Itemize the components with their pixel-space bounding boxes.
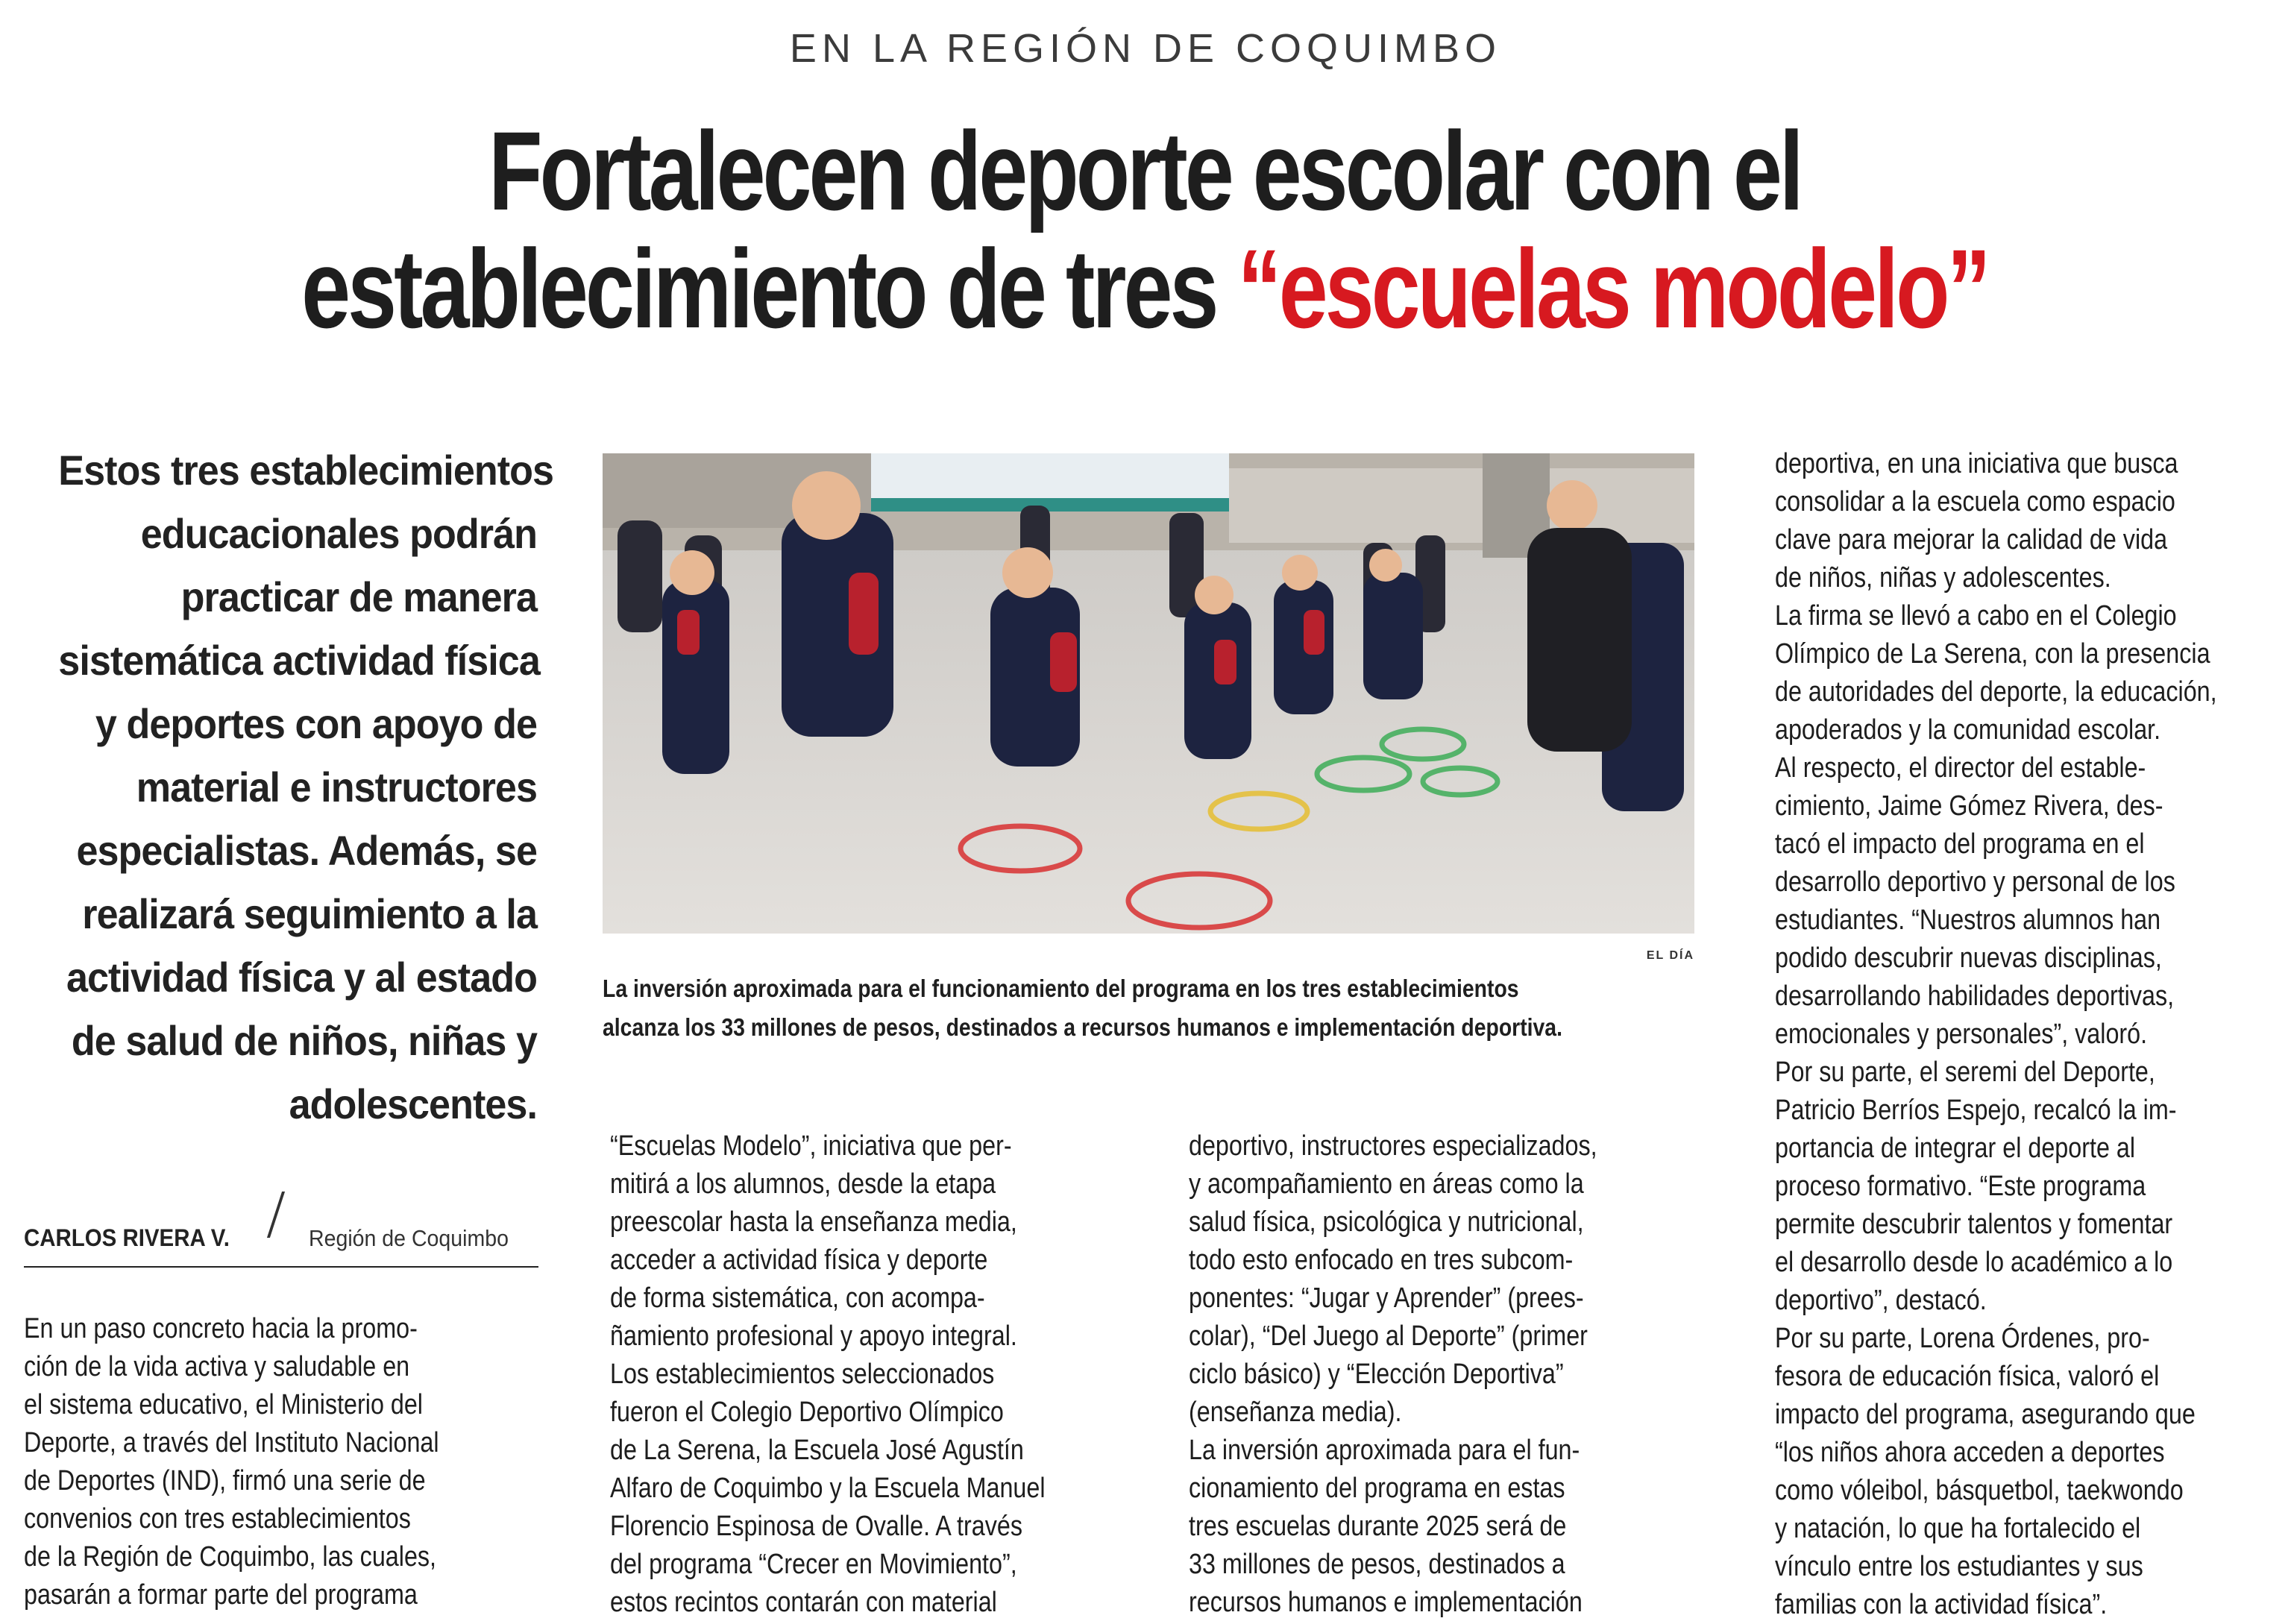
body-text-line: fesora de educación física, valoró el bbox=[1775, 1361, 2160, 1392]
caption-line: La inversión aproximada para el funcionamiento del programa en los tres establecimientos bbox=[603, 975, 1519, 1002]
body-text-line: deportivo”, destacó. bbox=[1775, 1285, 1987, 1316]
body-text-line: recursos humanos e implementación bbox=[1189, 1587, 1583, 1618]
lead-paragraph bbox=[22, 438, 554, 1136]
headline-line-2-start: establecimiento de tres bbox=[301, 226, 1238, 351]
body-text-line: de autoridades del deporte, la educación, bbox=[1775, 676, 2217, 708]
body-text-line: vínculo entre los estudiantes y sus bbox=[1775, 1551, 2143, 1582]
lead-line: actividad física y al estado bbox=[66, 954, 537, 1001]
headline-line-2 bbox=[264, 226, 2026, 351]
lead-line: educacionales podrán bbox=[140, 510, 537, 557]
lead-line: realizará seguimiento a la bbox=[82, 890, 537, 937]
body-text-line: de La Serena, la Escuela José Agustín bbox=[610, 1435, 1024, 1466]
body-text-line: consolidar a la escuela como espacio bbox=[1775, 486, 2175, 517]
body-text-line: Los establecimientos seleccionados bbox=[610, 1359, 995, 1390]
body-text-line: estos recintos contarán con material bbox=[610, 1587, 997, 1618]
body-text-line: ciclo básico) y “Elección Deportiva” bbox=[1189, 1359, 1564, 1390]
lead-line: Estos tres establecimientos bbox=[58, 447, 554, 494]
body-column-3 bbox=[1189, 1127, 1703, 1622]
body-text-line: salud física, psicológica y nutricional, bbox=[1189, 1206, 1584, 1238]
headline-highlight: “escuelas modelo” bbox=[1237, 226, 1988, 351]
body-text-line: Alfaro de Coquimbo y la Escuela Manuel bbox=[610, 1473, 1046, 1504]
photo-caption bbox=[603, 969, 1694, 1047]
body-text-line: Al respecto, el director del estable- bbox=[1775, 752, 2146, 784]
body-text-line: cimiento, Jaime Gómez Rivera, des- bbox=[1775, 790, 2163, 822]
photo-credit: EL DÍA bbox=[1646, 949, 1694, 962]
body-text-line: emocionales y personales”, valoró. bbox=[1775, 1019, 2148, 1050]
body-text-line: portancia de integrar el deporte al bbox=[1775, 1133, 2136, 1164]
body-text-line: impacto del programa, asegurando que bbox=[1775, 1399, 2196, 1430]
body-text-line: deportivo, instructores especializados, bbox=[1189, 1130, 1597, 1162]
byline-rule bbox=[24, 1266, 538, 1268]
body-text-line: familias con la actividad física”. bbox=[1775, 1589, 2108, 1620]
body-text-line: de Deportes (IND), firmó una serie de bbox=[24, 1465, 426, 1496]
body-text-line: ción de la vida activa y saludable en bbox=[24, 1351, 410, 1382]
body-text-line: tacó el impacto del programa en el bbox=[1775, 828, 2145, 860]
article-photo bbox=[603, 453, 1694, 934]
section-kicker: EN LA REGIÓN DE COQUIMBO bbox=[789, 26, 1502, 71]
body-text-line: como vóleibol, básquetbol, taekwondo bbox=[1775, 1475, 2184, 1506]
body-text-line: 33 millones de pesos, destinados a bbox=[1189, 1549, 1565, 1580]
body-text-line: Olímpico de La Serena, con la presencia bbox=[1775, 638, 2210, 670]
body-text-line: deportiva, en una iniciativa que busca bbox=[1775, 448, 2178, 479]
lead-line: de salud de niños, niñas y bbox=[71, 1017, 537, 1064]
body-text-line: todo esto enfocado en tres subcom- bbox=[1189, 1244, 1574, 1276]
body-text-line: Florencio Espinosa de Ovalle. A través bbox=[610, 1511, 1022, 1542]
body-text-line: ñamiento profesional y apoyo integral. bbox=[610, 1321, 1017, 1352]
body-text-line: podido descubrir nuevas disciplinas, bbox=[1775, 942, 2162, 974]
body-text-line: Patricio Berríos Espejo, recalcó la im- bbox=[1775, 1095, 2177, 1126]
caption-line: alcanza los 33 millones de pesos, destinados a recursos humanos e implementación deportiva. bbox=[603, 1013, 1562, 1041]
body-text-line: de forma sistemática, con acompa- bbox=[610, 1282, 985, 1314]
body-text-line: cionamiento del programa en estas bbox=[1189, 1473, 1565, 1504]
photo-schoolchildren-hula-hoops bbox=[603, 453, 1694, 934]
body-column-1 bbox=[24, 1310, 541, 1614]
body-text-line: “los niños ahora acceden a deportes bbox=[1775, 1437, 2165, 1468]
body-text-line: desarrollando habilidades deportivas, bbox=[1775, 981, 2175, 1012]
body-text-line: fueron el Colegio Deportivo Olímpico bbox=[610, 1397, 1004, 1428]
body-text-line: (enseñanza media). bbox=[1189, 1397, 1402, 1428]
lead-line: material e instructores bbox=[136, 764, 537, 811]
byline-divider bbox=[267, 1192, 285, 1238]
body-text-line: desarrollo deportivo y personal de los bbox=[1775, 866, 2175, 898]
lead-line: adolescentes. bbox=[289, 1080, 537, 1127]
lead-line: practicar de manera bbox=[180, 573, 537, 620]
body-text-line: mitirá a los alumnos, desde la etapa bbox=[610, 1168, 996, 1200]
headline bbox=[264, 108, 2026, 351]
body-text-line: y acompañamiento en áreas como la bbox=[1189, 1168, 1584, 1200]
body-text-line: apoderados y la comunidad escolar. bbox=[1775, 714, 2161, 746]
body-text-line: convenios con tres establecimientos bbox=[24, 1503, 411, 1535]
body-text-line: colar), “Del Juego al Deporte” (primer bbox=[1189, 1321, 1588, 1352]
body-text-line: La inversión aproximada para el fun- bbox=[1189, 1435, 1580, 1466]
body-text-line: permite descubrir talentos y fomentar bbox=[1775, 1209, 2173, 1240]
body-text-line: el sistema educativo, el Ministerio del bbox=[24, 1389, 423, 1420]
body-text-line: acceder a actividad física y deporte bbox=[610, 1244, 988, 1276]
lead-line: y deportes con apoyo de bbox=[95, 700, 537, 747]
body-text-line: el desarrollo desde lo académico a lo bbox=[1775, 1247, 2173, 1278]
body-text-line: “Escuelas Modelo”, iniciativa que per- bbox=[610, 1130, 1012, 1162]
body-text-line: de niños, niñas y adolescentes. bbox=[1775, 562, 2111, 594]
body-text-line: preescolar hasta la enseñanza media, bbox=[610, 1206, 1017, 1238]
byline-location: Región de Coquimbo bbox=[309, 1225, 509, 1251]
body-column-2 bbox=[610, 1127, 1128, 1622]
body-column-4 bbox=[1775, 445, 2291, 1624]
body-text-line: Por su parte, el seremi del Deporte, bbox=[1775, 1057, 2155, 1088]
lead-line: sistemática actividad física bbox=[58, 637, 540, 684]
body-text-line: del programa “Crecer en Movimiento”, bbox=[610, 1549, 1017, 1580]
body-text-line: proceso formativo. “Este programa bbox=[1775, 1171, 2146, 1202]
body-text-line: En un paso concreto hacia la promo- bbox=[24, 1313, 418, 1344]
lead-line: especialistas. Además, se bbox=[76, 827, 537, 874]
headline-line-1: Fortalecen deporte escolar con el bbox=[488, 108, 1801, 233]
body-text-line: y natación, lo que ha fortalecido el bbox=[1775, 1513, 2141, 1544]
body-text-line: pasarán a formar parte del programa bbox=[24, 1579, 418, 1611]
byline-author: CARLOS RIVERA V. bbox=[24, 1224, 230, 1251]
body-text-line: estudiantes. “Nuestros alumnos han bbox=[1775, 904, 2161, 936]
body-text-line: Por su parte, Lorena Órdenes, pro- bbox=[1775, 1323, 2150, 1354]
body-text-line: clave para mejorar la calidad de vida bbox=[1775, 524, 2168, 556]
body-text-line: tres escuelas durante 2025 será de bbox=[1189, 1511, 1567, 1542]
body-text-line: La firma se llevó a cabo en el Colegio bbox=[1775, 600, 2177, 632]
body-text-line: de la Región de Coquimbo, las cuales, bbox=[24, 1541, 437, 1573]
body-text-line: Deporte, a través del Instituto Nacional bbox=[24, 1427, 439, 1458]
body-text-line: ponentes: “Jugar y Aprender” (prees- bbox=[1189, 1282, 1584, 1314]
